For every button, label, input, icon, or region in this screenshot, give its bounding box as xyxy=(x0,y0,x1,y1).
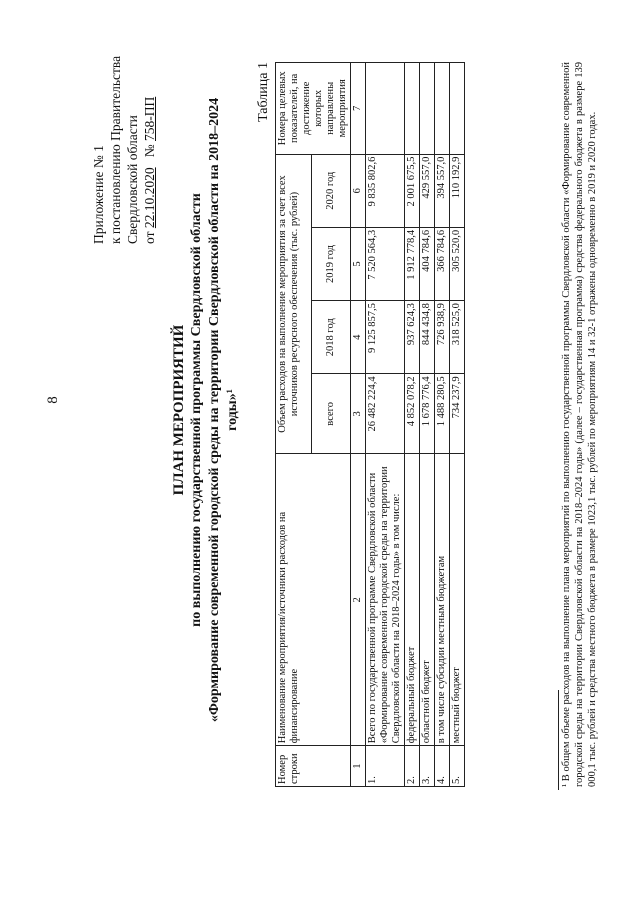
decree-number: 758-ПП xyxy=(142,96,157,141)
title-line-1: ПЛАН МЕРОПРИЯТИЙ xyxy=(171,324,187,496)
appendix-header xyxy=(90,14,158,244)
header-2020: 2020 год xyxy=(312,154,351,227)
header-row-number: Номер строки xyxy=(276,746,351,787)
appendix-line-4 xyxy=(141,14,158,244)
col-number: 4 xyxy=(351,301,366,374)
row-2019: 404 784,6 xyxy=(420,227,435,300)
row-2020: 394 557,0 xyxy=(435,154,450,227)
row-2019: 305 520,0 xyxy=(450,227,465,300)
row-2018: 726 938,9 xyxy=(435,301,450,374)
row-targets xyxy=(420,63,435,155)
row-name: федеральный бюджет xyxy=(405,454,420,746)
row-number: 5. xyxy=(450,746,465,787)
title-line-3: «Формирование современной городской среды на территории Свердловской области на 2018–2024 годы»¹ xyxy=(207,97,240,723)
col-number: 6 xyxy=(351,154,366,227)
row-name: областной бюджет xyxy=(420,454,435,746)
header-name: Наименование мероприятия/источники расходов на финансирование xyxy=(276,454,351,746)
table-caption: Таблица 1 xyxy=(256,62,271,122)
row-2019: 1 912 778,4 xyxy=(405,227,420,300)
col-number: 7 xyxy=(351,63,366,155)
col-number: 2 xyxy=(351,454,366,746)
title-line-2: по выполнению государственной программы Свердловской области xyxy=(189,193,204,627)
row-name: местный бюджет xyxy=(450,454,465,746)
row-total: 26 482 224,4 xyxy=(366,374,405,454)
row-total: 1 488 280,5 xyxy=(435,374,450,454)
table-row xyxy=(450,63,465,787)
row-number: 2. xyxy=(405,746,420,787)
col-number: 1 xyxy=(351,746,366,787)
row-number: 4. xyxy=(435,746,450,787)
column-number-row xyxy=(351,63,366,787)
row-total: 1 678 776,4 xyxy=(420,374,435,454)
row-2018: 318 525,0 xyxy=(450,301,465,374)
document-title xyxy=(170,85,242,735)
row-total: 4 852 078,2 xyxy=(405,374,420,454)
footnote: ¹ В общем объеме расходов на выполнение плана мероприятий по выполнению государственной программы Свердловской области «Формирование современной городской среды на территории Свердловской области на 2018–2024 годы» (далее – государственная программа) средства федерального бюджета в размере 139 000,1 тыс. рублей и средства местного бюджета в размере 1023,1 тыс. рублей по мероприятиям 14 и 32-1 отражены одновременно в 2019 и 2020 годах. xyxy=(561,62,598,787)
header-2019: 2019 год xyxy=(312,227,351,300)
row-2020: 2 001 675,5 xyxy=(405,154,420,227)
row-2019: 7 520 564,3 xyxy=(366,227,405,300)
row-2018: 844 434,8 xyxy=(420,301,435,374)
col-number: 3 xyxy=(351,374,366,454)
row-number: 3. xyxy=(420,746,435,787)
row-targets xyxy=(366,63,405,155)
table-row xyxy=(366,63,405,787)
header-targets: Номера целевых показателей, на достижение которых направлены мероприятия xyxy=(276,63,351,155)
row-targets xyxy=(405,63,420,155)
appendix-line-1: Приложение № 1 xyxy=(91,145,106,244)
page-number: 8 xyxy=(45,396,61,404)
row-name: в том числе субсидии местным бюджетам xyxy=(435,454,450,746)
row-name: Всего по государственной программе Свердловской области «Формирование современной городской среды на территории Свердловской области на 2018–2024 годы» в том числе: xyxy=(366,454,405,746)
row-2018: 937 624,3 xyxy=(405,301,420,374)
appendix-line-3: Свердловской области xyxy=(125,115,140,244)
header-2018: 2018 год xyxy=(312,301,351,374)
table-row xyxy=(420,63,435,787)
plan-table xyxy=(275,62,465,787)
row-2020: 9 835 802,6 xyxy=(366,154,405,227)
decree-date: 22.10.2020 xyxy=(142,167,157,229)
row-targets xyxy=(435,63,450,155)
table-header-row-1 xyxy=(276,63,312,787)
row-2018: 9 125 857,5 xyxy=(366,301,405,374)
row-total: 734 237,9 xyxy=(450,374,465,454)
header-total: всего xyxy=(312,374,351,454)
number-label: № xyxy=(142,144,157,158)
header-volume: Объем расходов на выполнение мероприятия за счет всех источников ресурсного обеспечения (тыс. рублей) xyxy=(276,154,312,454)
col-number: 5 xyxy=(351,227,366,300)
row-2020: 110 192,9 xyxy=(450,154,465,227)
from-label: от xyxy=(142,231,157,244)
appendix-line-2: к постановлению Правительства xyxy=(108,55,123,244)
row-2020: 429 557,0 xyxy=(420,154,435,227)
table-row xyxy=(435,63,450,787)
row-2019: 366 784,6 xyxy=(435,227,450,300)
footnote-separator xyxy=(558,690,559,790)
row-targets xyxy=(450,63,465,155)
row-number: 1. xyxy=(366,746,405,787)
table-row xyxy=(405,63,420,787)
